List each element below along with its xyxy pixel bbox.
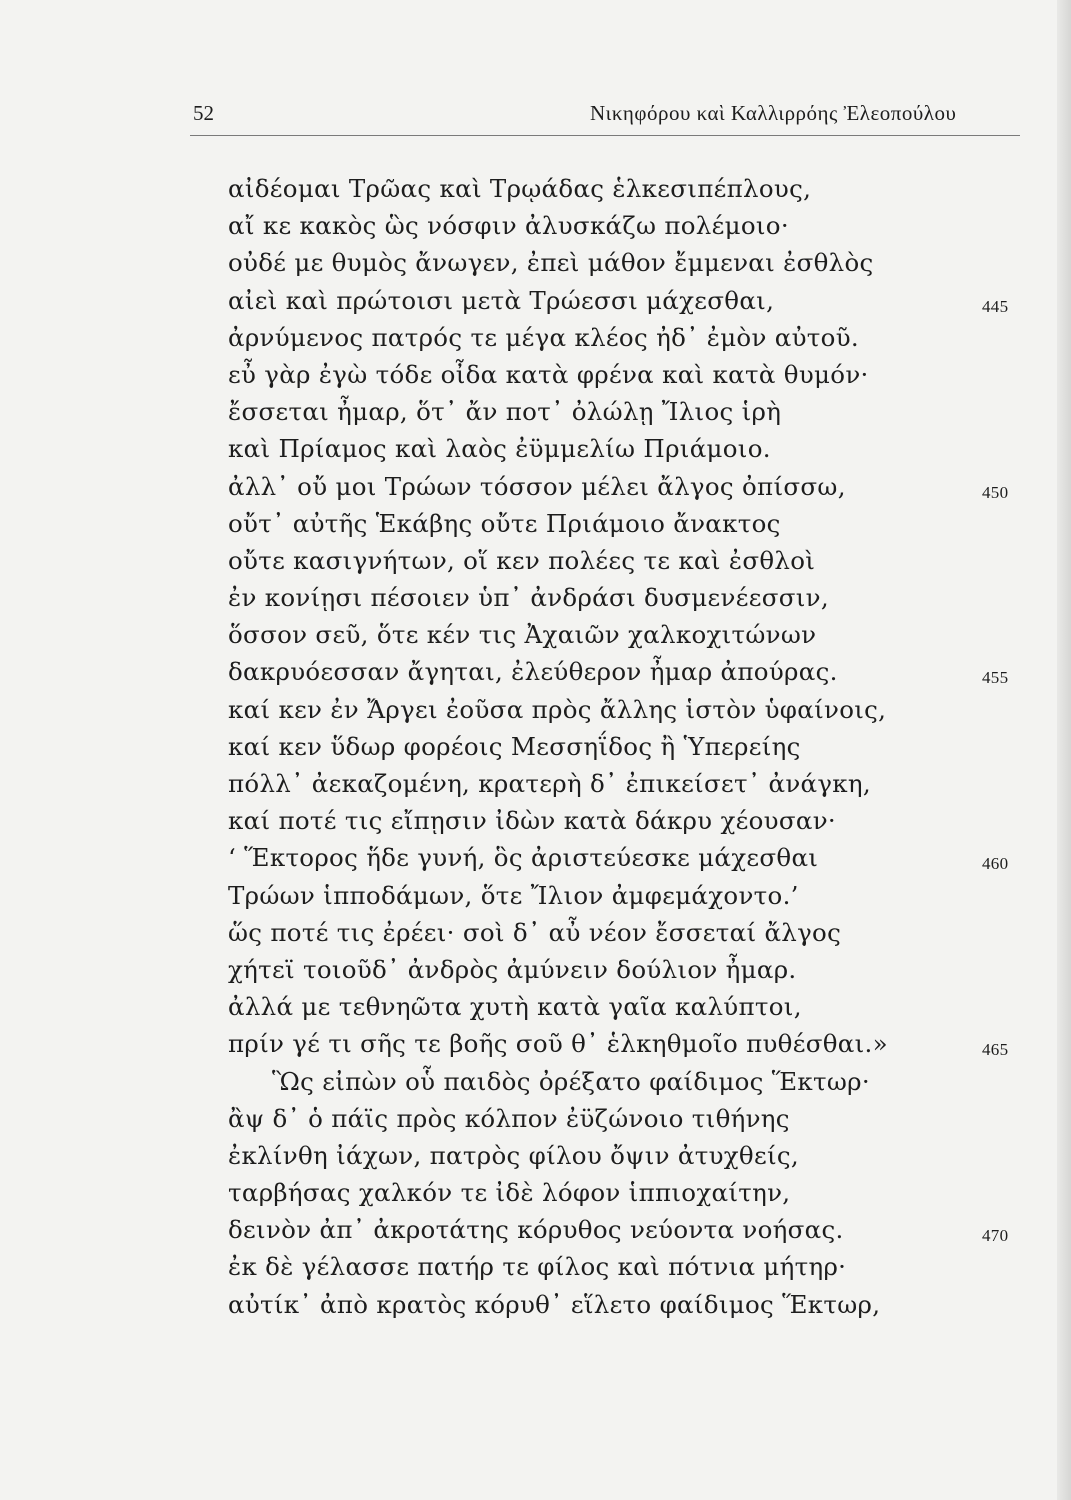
line-number: 450 <box>982 482 1009 502</box>
verse-text: Ὣς εἰπὼν οὗ παιδὸς ὀρέξατο φαίδιμος Ἕκτωρ· <box>272 1066 870 1096</box>
verse-line <box>228 1137 968 1174</box>
line-number: 465 <box>982 1040 1009 1060</box>
verse-text: αἰεὶ καὶ πρώτοισι μετὰ Τρώεσσι μάχεσθαι, <box>228 285 775 315</box>
verse-line <box>228 1100 968 1137</box>
verse-line <box>228 988 968 1025</box>
verse-text: καὶ Πρίαμος καὶ λαὸς ἐϋμμελίω Πριάμοιο. <box>228 434 771 464</box>
verse-line <box>228 356 968 393</box>
verse-text: ἀλλ᾽ οὔ μοι Τρώων τόσσον μέλει ἄλγος ὀπίσσω, <box>228 471 846 501</box>
verse-text: δακρυόεσσαν ἄγηται, ἐλεύθερον ἦμαρ ἀπούρας. <box>228 657 838 687</box>
verse-line <box>228 802 968 839</box>
verse-text: αὐτίκ᾽ ἀπὸ κρατὸς κόρυθ᾽ εἵλετο φαίδιμος Ἕκτωρ, <box>228 1289 881 1319</box>
verse-text: ταρβήσας χαλκόν τε ἰδὲ λόφον ἱππιοχαίτην, <box>228 1178 791 1208</box>
verse-text: οὔτε κασιγνήτων, οἵ κεν πολέες τε καὶ ἐσθλοὶ <box>228 545 816 575</box>
verse-text: ὥς ποτέ τις ἐρέει· σοὶ δ᾽ αὖ νέον ἔσσεταί ἄλγος <box>228 917 842 947</box>
verse-text: οὐδέ με θυμὸς ἄνωγεν, ἐπεὶ μάθον ἔμμεναι ἐσθλὸς <box>228 248 874 278</box>
verse-text: δεινὸν ἀπ᾽ ἀκροτάτης κόρυθος νεύοντα νοήσας. <box>228 1215 844 1245</box>
verse-text: Τρώων ἱπποδάμων, ὅτε Ἴλιον ἀμφεμάχοντο.’ <box>228 880 799 910</box>
verse-line <box>228 616 968 653</box>
verse-text: οὔτ᾽ αὐτῆς Ἑκάβης οὔτε Πριάμοιο ἄνακτος <box>228 508 781 538</box>
verse-text: ἐκλίνθη ἰάχων, πατρὸς φίλου ὄψιν ἀτυχθείς, <box>228 1140 799 1170</box>
verse-line <box>228 1063 968 1100</box>
verse-line <box>228 393 968 430</box>
verse-text: ἂψ δ᾽ ὁ πάϊς πρὸς κόλπον ἐϋζώνοιο τιθήνης <box>228 1103 790 1133</box>
verse-line <box>228 765 968 802</box>
verse-line <box>228 728 968 765</box>
verse-text: ‘ Ἕκτορος ἥδε γυνή, ὃς ἀριστεύεσκε μάχεσθαι <box>228 843 819 873</box>
verse-line <box>228 542 968 579</box>
verse-text: ἔσσεται ἦμαρ, ὅτ᾽ ἄν ποτ᾽ ὀλώλῃ Ἴλιος ἱρὴ <box>228 397 782 427</box>
verse-line <box>228 877 968 914</box>
verse-line <box>228 1286 968 1323</box>
verse-line <box>228 1211 1009 1248</box>
verse-line <box>228 951 968 988</box>
verse-line <box>228 282 1009 319</box>
page-number: 52 <box>193 101 214 125</box>
verse-line <box>228 244 968 281</box>
verse-line <box>228 505 968 542</box>
verse-text: ἐκ δὲ γέλασσε πατήρ τε φίλος καὶ πότνια μήτηρ· <box>228 1252 847 1282</box>
verse-line <box>228 839 1009 876</box>
verse-text: αἰδέομαι Τρῶας καὶ Τρῳάδας ἑλκεσιπέπλους, <box>228 174 812 203</box>
verse-text: ἐν κονίῃσι πέσοιεν ὑπ᾽ ἀνδράσι δυσμενέεσσιν, <box>228 583 829 613</box>
verse-text: χήτεϊ τοιοῦδ᾽ ἀνδρὸς ἀμύνειν δούλιον ἦμαρ. <box>228 954 797 984</box>
verse-line <box>228 319 968 356</box>
verse-text: ἀρνύμενος πατρός τε μέγα κλέος ἠδ᾽ ἐμὸν αὐτοῦ. <box>228 322 859 352</box>
header-rule <box>190 135 1020 136</box>
line-number: 460 <box>982 854 1009 874</box>
verse-text: εὖ γὰρ ἐγὼ τόδε οἶδα κατὰ φρένα καὶ κατὰ θυμόν· <box>228 359 869 389</box>
verse-line <box>228 653 1009 690</box>
line-number: 445 <box>982 296 1009 316</box>
line-number: 455 <box>982 668 1009 688</box>
verse-line <box>228 691 968 728</box>
verse-line <box>228 579 968 616</box>
line-number: 470 <box>982 1226 1009 1246</box>
verse-line <box>228 1025 1009 1062</box>
verse-line <box>228 170 968 207</box>
running-title: Νικηφόρου καὶ Καλλιρρόης Ἐλεοπούλου <box>590 101 957 125</box>
verse-line <box>228 1174 968 1211</box>
verse-line <box>228 468 1009 505</box>
verse-text: καί κεν ὕδωρ φορέοις Μεσσηΐδος ἢ Ὑπερείης <box>228 731 801 761</box>
verse-line <box>228 430 968 467</box>
verse-text: ἀλλά με τεθνηῶτα χυτὴ κατὰ γαῖα καλύπτοι, <box>228 992 802 1022</box>
verse-line <box>228 1248 968 1285</box>
verse-line <box>228 914 968 951</box>
page-edge-shadow <box>1057 0 1071 1500</box>
verse-text: πρίν γέ τι σῆς τε βοῆς σοῦ θ᾽ ἑλκηθμοῖο πυθέσθαι.» <box>228 1029 888 1059</box>
verse-line <box>228 207 968 244</box>
verse-text: ὅσσον σεῦ, ὅτε κέν τις Ἀχαιῶν χαλκοχιτώνων <box>228 620 817 650</box>
verse-text: πόλλ᾽ ἀεκαζομένη, κρατερὴ δ᾽ ἐπικείσετ᾽ ἀνάγκη, <box>228 769 871 798</box>
verse-text: αἴ κε κακὸς ὣς νόσφιν ἀλυσκάζω πολέμοιο· <box>228 211 789 241</box>
verse-text: καί ποτέ τις εἴπῃσιν ἰδὼν κατὰ δάκρυ χέουσαν· <box>228 806 836 836</box>
verse-block <box>228 170 1009 1323</box>
verse-text: καί κεν ἐν Ἄργει ἐοῦσα πρὸς ἄλλης ἱστὸν ὑφαίνοις, <box>228 694 887 724</box>
